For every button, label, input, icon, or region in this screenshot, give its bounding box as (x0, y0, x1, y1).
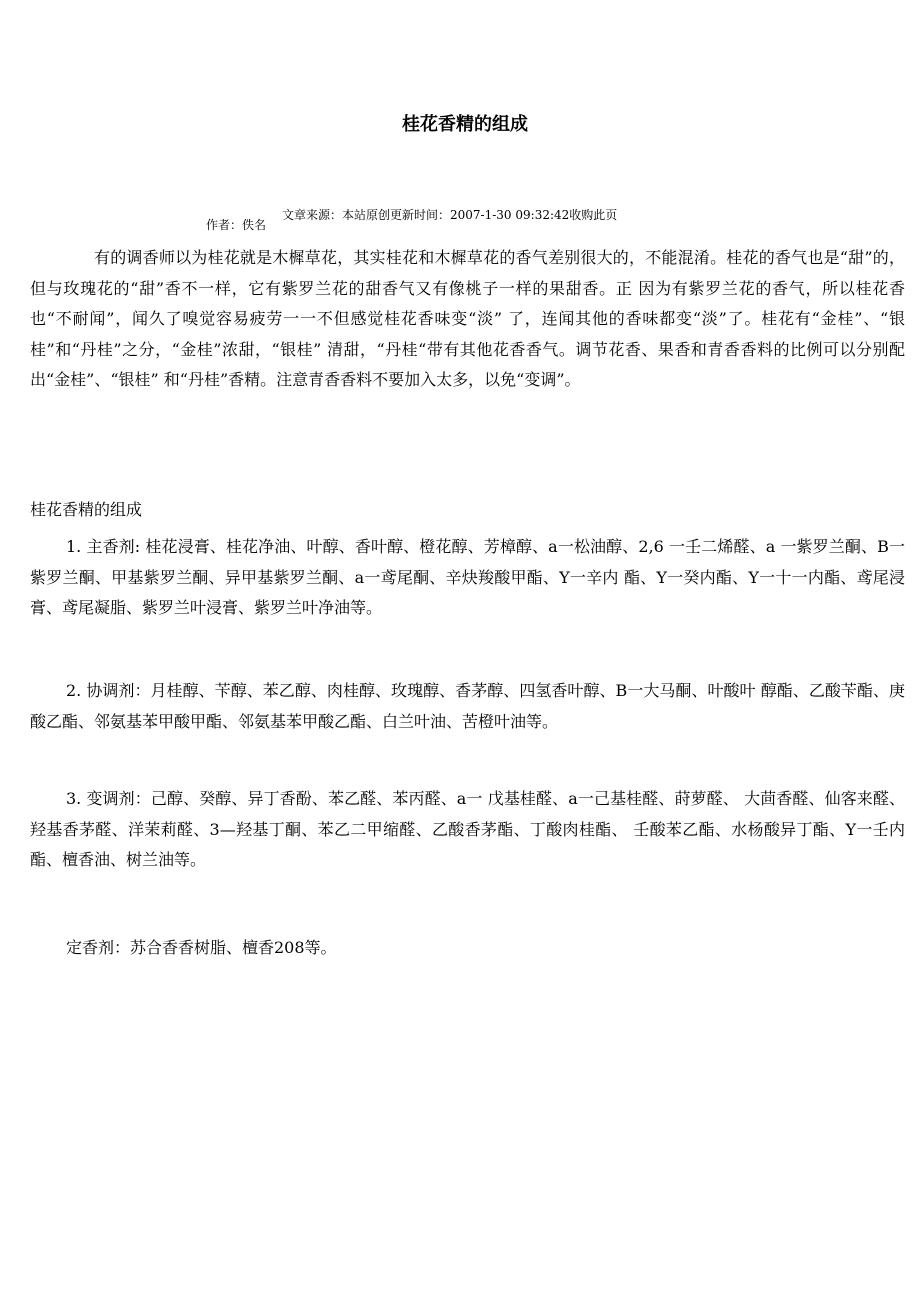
main-fragrance-item: 1. 主香剂: 桂花浸膏、桂花净油、叶醇、香叶醇、橙花醇、芳樟醇、a一松油醇、2,6 一壬二烯醛、a 一紫罗兰酮、B一 紫罗兰酮、甲基紫罗兰酮、异甲基紫罗兰酮、a一鸢尾酮、辛炔羧酸甲酯、Y一辛内 酯、Y一癸内酯、Y一十一内酯、鸢尾浸膏、鸢尾凝脂、紫罗兰叶浸膏、紫罗兰叶净油等。 (30, 537, 905, 617)
author-line: 作者：佚名 (206, 218, 267, 232)
document-title: 桂花香精的组成 (402, 114, 528, 135)
blender-item: 2. 协调剂：月桂醇、苄醇、苯乙醇、肉桂醇、玫瑰醇、香茅醇、四氢香叶醇、B一大马酮、叶酸叶 醇酯、乙酸苄酯、庚酸乙酯、邻氨基苯甲酸甲酯、邻氨基苯甲酸乙酯、白兰叶油、苦橙叶油等。 (30, 681, 905, 731)
bookmark-link[interactable]: 收购此页 (569, 208, 618, 222)
intro-paragraph: 有的调香师以为桂花就是木樨草花，其实桂花和木樨草花的香气差别很大的，不能混淆。桂花的香气也是“甜”的，但与玫瑰花的“甜”香不一样，它有紫罗兰花的甜香气又有像桃子一样的果甜香。正 因为有紫罗兰花的香气，所以桂花香也“不耐闻”，闻久了嗅觉容易疲劳一一不但感觉桂花香味变“淡” 了，连闻其他的香味都变“淡”了。桂花有“金桂”、“银桂”和“丹桂”之分，“金桂”浓甜，“银桂” 清甜，“丹桂“带有其他花香香气。调节花香、果香和青香香料的比例可以分别配出“金桂”、“银桂” 和“丹桂”香精。注意青香香料不要加入太多，以免“变调”。 (30, 248, 905, 389)
source-line (282, 207, 617, 223)
section-heading: 桂花香精的组成 (30, 500, 143, 519)
modifier-item: 3. 变调剂：己醇、癸醇、异丁香酚、苯乙醛、苯丙醛、a一 戊基桂醛、a一己基桂醛、莳萝醛、 大茴香醛、仙客来醛、羟基香茅醛、洋茉莉醛、3—羟基丁酮、苯乙二甲缩醛、乙酸香茅酯、丁酸肉桂酯、 壬酸苯乙酯、水杨酸异丁酯、Y一壬内酯、檀香油、树兰油等。 (30, 789, 905, 869)
fixative-item: 定香剂：苏合香香树脂、檀香208等。 (66, 938, 337, 957)
source-label: 文章来源：本站原创更新时间： (282, 208, 451, 222)
update-datetime: 2007-1-30 09:32:42 (450, 208, 570, 222)
